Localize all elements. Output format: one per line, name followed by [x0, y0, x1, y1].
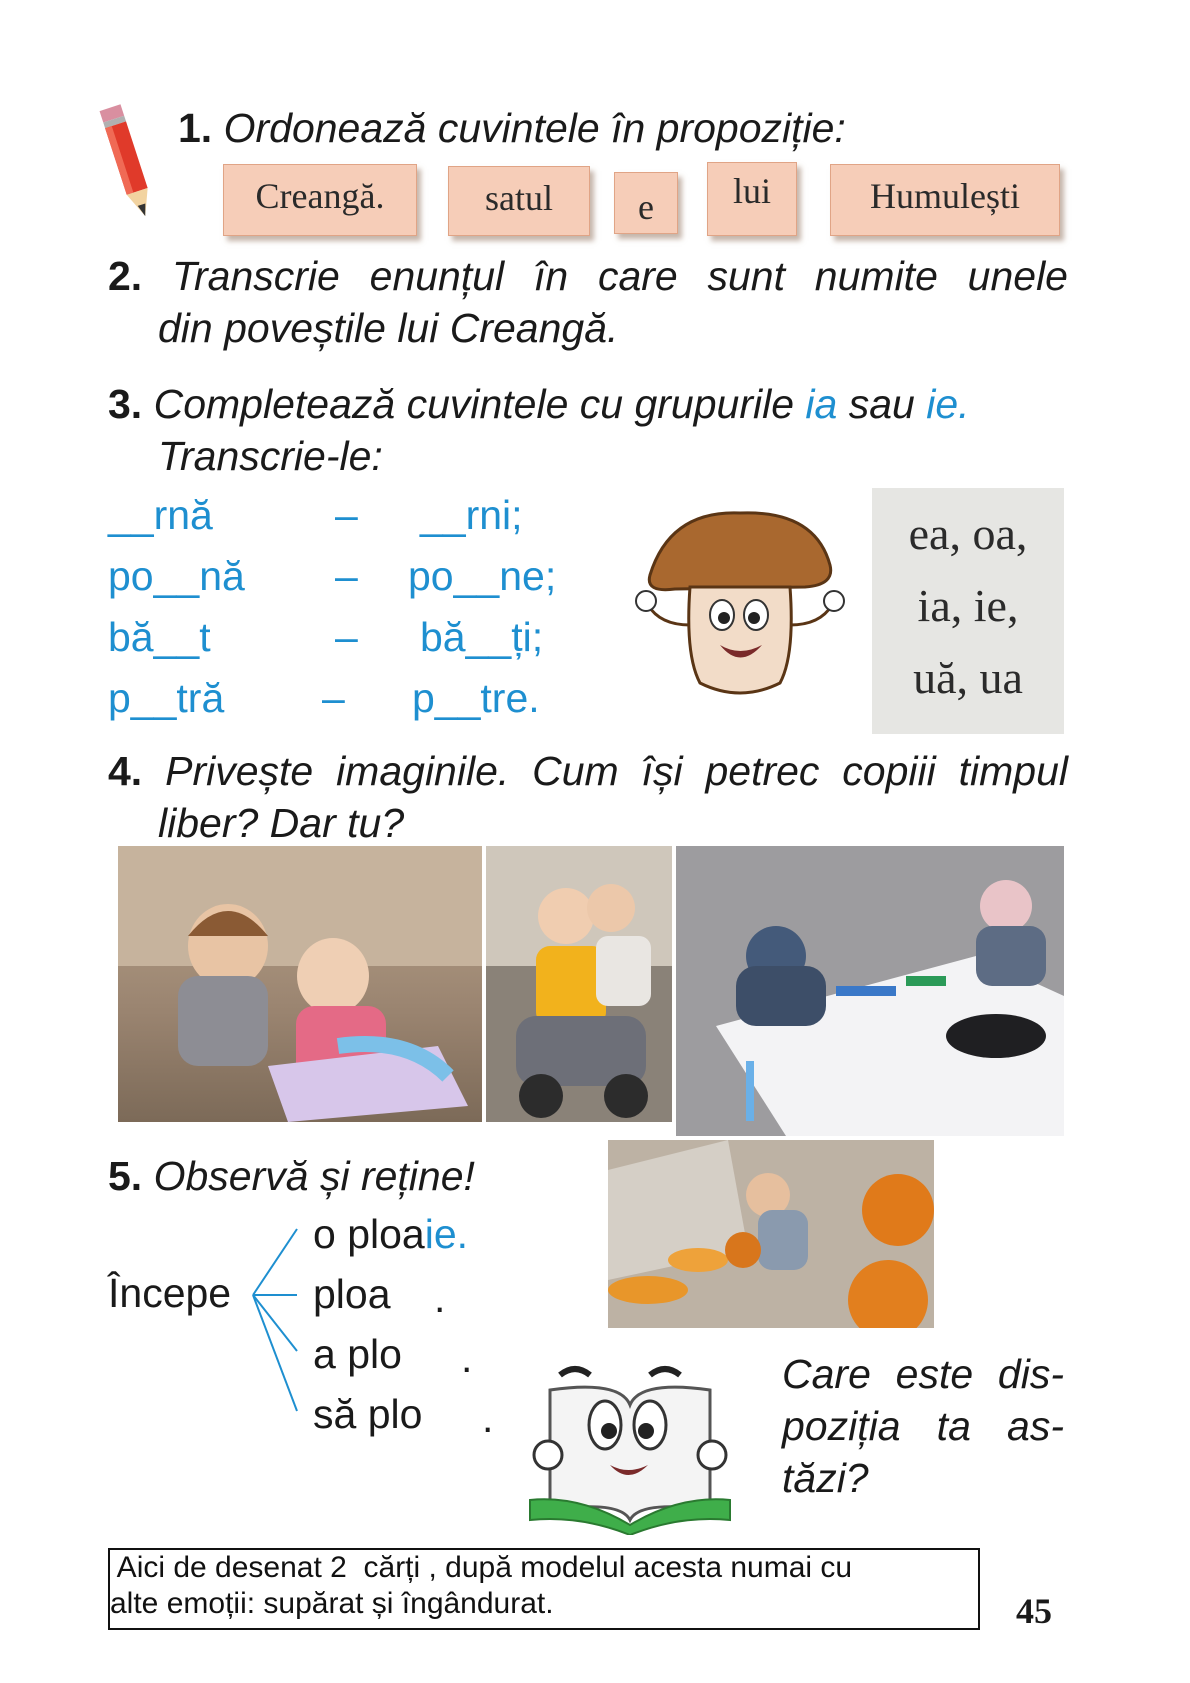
- exercise-text-line1: Privește imaginile. Cum își petrec copiii timpul: [165, 748, 1068, 794]
- branch-text: o ploa: [313, 1211, 425, 1257]
- word-right: __rni;: [420, 492, 523, 538]
- word-right: bă__ți;: [420, 614, 544, 660]
- photo-children-painting: [676, 846, 1064, 1136]
- group-ia: ia: [805, 381, 838, 427]
- pencil-icon: [92, 95, 162, 225]
- branch-dot: .: [434, 1275, 446, 1321]
- exercise-4: [108, 745, 1068, 849]
- letter-group-line: ea, oa,: [908, 508, 1028, 559]
- word-dash: –: [335, 553, 358, 599]
- question-line: Care este dis-: [782, 1351, 1064, 1397]
- branch-row-2: [313, 1271, 391, 1318]
- word-dash: –: [322, 675, 345, 721]
- branch-text: să plo: [313, 1391, 423, 1437]
- branch-lines: [245, 1215, 315, 1415]
- branch-row-4: [313, 1391, 422, 1438]
- word-tile: satul: [448, 166, 590, 236]
- photo-child-with-pumpkins: [608, 1140, 934, 1328]
- exercise-text-line2: din poveștile lui Creangă.: [158, 305, 619, 351]
- exercise-title: Ordonează cuvintele în propoziție:: [223, 105, 846, 151]
- exercise-2: [108, 250, 1068, 354]
- word-left: __rnă: [108, 492, 213, 538]
- word-dash: –: [335, 492, 358, 538]
- stem-word: Începe: [108, 1270, 232, 1316]
- exercise-3: [108, 378, 1068, 482]
- question-line: tăzi?: [782, 1455, 869, 1501]
- branch-row-3: [313, 1331, 402, 1378]
- letter-group-line: uă, ua: [913, 652, 1023, 703]
- drawing-instruction-box: [108, 1548, 980, 1630]
- word-right: p__tre.: [412, 675, 540, 721]
- branch-highlight: ie.: [424, 1211, 469, 1257]
- instruction-line: alte emoții: supărat și îngândurat.: [110, 1587, 554, 1620]
- exercise-number: 2.: [108, 253, 143, 299]
- exercise-number: 5.: [108, 1153, 143, 1199]
- word-left: po__nă: [108, 553, 245, 599]
- exercise-title: Observă și reține!: [153, 1153, 475, 1199]
- branch-text: ploa: [313, 1271, 391, 1317]
- exercise-number: 3.: [108, 381, 143, 427]
- book-character-illustration: [510, 1335, 750, 1535]
- question-line: poziția ta as-: [782, 1403, 1064, 1449]
- exercise-text-line1: Transcrie enunțul în care sunt numite unele: [172, 253, 1068, 299]
- branch-dot: .: [461, 1335, 473, 1381]
- branch-text: a plo: [313, 1331, 402, 1377]
- exercise-number: 4.: [108, 748, 143, 794]
- branch-row-1: [313, 1211, 468, 1258]
- branch-dot: .: [482, 1395, 494, 1441]
- exercise-text-line2: Transcrie-le:: [158, 433, 383, 479]
- exercise-text-mid: sau: [837, 381, 927, 427]
- photo-children-reading: [118, 846, 482, 1122]
- word-tile: lui: [707, 162, 797, 236]
- letter-group-line: ia, ie,: [917, 580, 1019, 631]
- word-dash: –: [335, 614, 358, 660]
- exercise-text: Completează cuvintele cu grupurile: [153, 381, 806, 427]
- photo-boys-on-toy-motorbike: [486, 846, 672, 1122]
- word-right: po__ne;: [408, 553, 557, 599]
- exercise-1-heading: [178, 102, 846, 154]
- exercise-5-heading: [108, 1150, 475, 1202]
- group-ie: ie.: [926, 381, 970, 427]
- mushroom-illustration: [630, 505, 850, 705]
- word-tile: Humulești: [830, 164, 1060, 236]
- word-left: p__tră: [108, 675, 225, 721]
- page-number: 45: [1016, 1591, 1052, 1631]
- mood-question: [782, 1348, 1064, 1504]
- word-tile: e: [614, 172, 678, 234]
- exercise-text-line2: liber? Dar tu?: [158, 800, 405, 846]
- word-left: bă__t: [108, 614, 211, 660]
- exercise-number: 1.: [178, 105, 213, 151]
- letter-groups-box: [872, 488, 1064, 734]
- word-tile: Creangă.: [223, 164, 417, 236]
- instruction-line: Aici de desenat 2 cărți , după modelul acesta numai cu: [110, 1551, 853, 1584]
